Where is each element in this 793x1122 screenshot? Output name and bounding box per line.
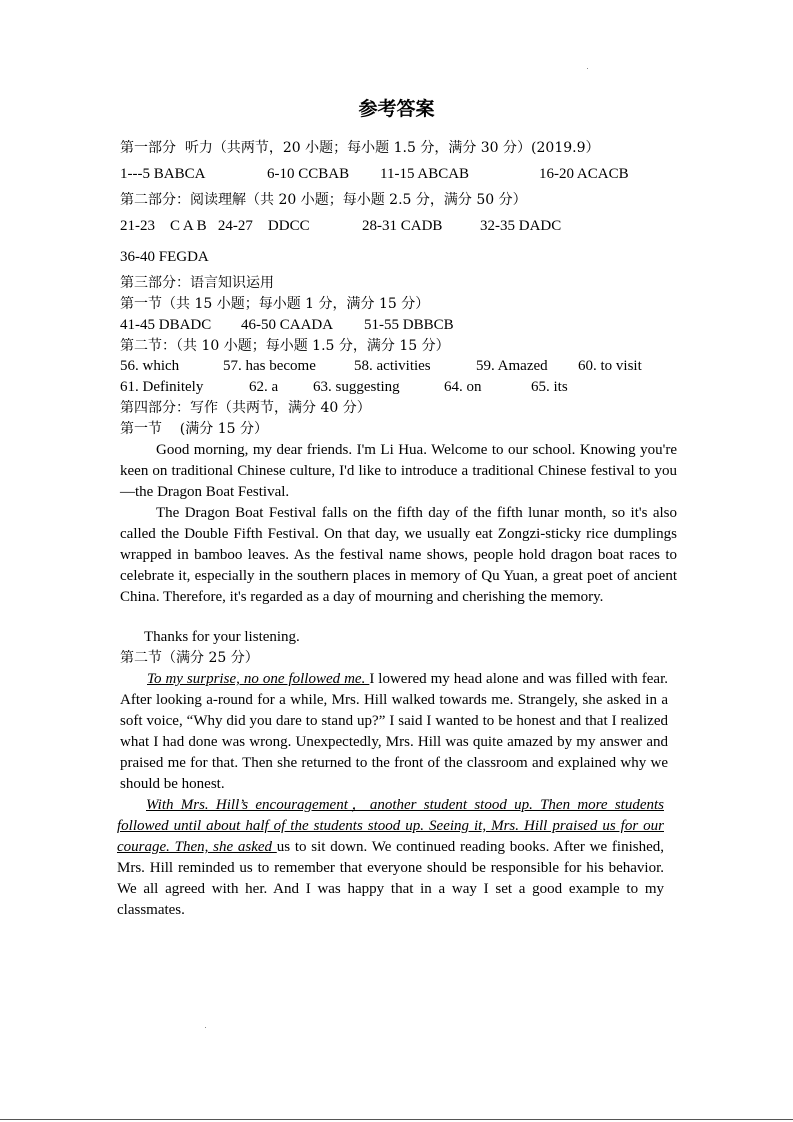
cloze-answer: 59. Amazed xyxy=(476,358,548,374)
part2-header: 第二部分：阅读理解（共 20 小题；每小题 2.5 分，满分 50 分） xyxy=(120,192,527,208)
part4-section1-header: 第一节 (满分 15 分） xyxy=(120,421,268,437)
scan-speck xyxy=(205,1027,206,1028)
part2-answer-row2: 36-40 FEGDA xyxy=(120,249,209,265)
part2-answer: 32-35 DADC xyxy=(480,218,562,234)
part1-answer: 1---5 BABCA xyxy=(120,166,206,182)
cloze-answer: 62. a xyxy=(249,379,279,395)
part2-answer: 21-23 C A B 24-27 DDCC xyxy=(120,218,310,234)
scan-speck xyxy=(587,68,588,69)
part4-section2-header: 第二节（满分 25 分） xyxy=(120,650,259,666)
part3-section1-answer: 46-50 CAADA xyxy=(241,317,334,333)
part3-section1-answer: 41-45 DBADC xyxy=(120,317,212,333)
cloze-answer: 56. which xyxy=(120,358,180,374)
cloze-answer: 65. its xyxy=(531,379,568,395)
page-title: 参考答案 xyxy=(358,98,435,120)
paragraph-text: us to sit down. We continued reading books. After we finished, Mrs. Hill reminded us to remember that everyone should be responsible for his behavior. We all agreed with her. And I was happy that in a way I set a good example to my classmates. xyxy=(117,839,664,918)
essay1-closing: Thanks for your listening. xyxy=(144,629,300,645)
underlined-lead: To my surprise, no one followed me. xyxy=(147,671,370,687)
essay2-paragraph xyxy=(120,669,668,795)
essay1-paragraph: The Dragon Boat Festival falls on the fifth day of the fifth lunar month, so it's also called the Double Fifth Festival. On that day, we usually eat Zongzi-sticky rice dumplings wrapped in bamboo leaves. As the festival name shows, people hold dragon boat races to celebrate it, especially in the southern places in memory of Qu Yuan, a great poet of ancient China. Therefore, it's regarded as a day of mourning and cherishing the memory. xyxy=(120,505,677,605)
part3-section2-header: 第二节：（共 10 小题；每小题 1.5 分，满分 15 分） xyxy=(120,338,450,354)
essay2-paragraph xyxy=(117,795,664,921)
paragraph-text: I lowered my head alone and was filled with fear. After looking a-round for a while, Mrs. Hill walked towards me. Strangely, she asked in a soft voice, “Why did you dare to stand up?” I said I wanted to be honest and that I realized what I had done was wrong. Unexpectedly, Mrs. Hill was quite amazed by my answer and praised me for that. Then she returned to the front of the classroom and explained why we should be honest. xyxy=(120,671,668,792)
part3-header: 第三部分：语言知识运用 xyxy=(120,275,274,291)
part1-answer: 6-10 CCBAB xyxy=(267,166,350,182)
part3-section1-header: 第一节（共 15 小题；每小题 1 分，满分 15 分） xyxy=(120,296,430,312)
part1-header: 第一部分 听力（共两节，20 小题；每小题 1.5 分，满分 30 分）(2019.9） xyxy=(120,140,600,156)
part1-answer: 11-15 ABCAB xyxy=(380,166,470,182)
part3-section1-answer: 51-55 DBBCB xyxy=(364,317,454,333)
cloze-answer: 61. Definitely xyxy=(120,379,204,395)
essay1-paragraph: Good morning, my dear friends. I'm Li Hua. Welcome to our school. Knowing you're keen on traditional Chinese culture, I'd like to introduce a traditional Chinese festival to you—the Dragon Boat Festival. xyxy=(120,442,677,500)
cloze-answer: 64. on xyxy=(444,379,482,395)
cloze-answer: 58. activities xyxy=(354,358,431,374)
cloze-answer: 60. to visit xyxy=(578,358,642,374)
page-edge-rule xyxy=(0,1119,793,1120)
cloze-answer: 57. has become xyxy=(223,358,316,374)
part1-answer: 16-20 ACACB xyxy=(539,166,629,182)
underlined-lead: With Mrs. Hill’s encouragement，another student stood up. Then more students followed until about half of the students stood up. Seeing it, Mrs. Hill praised us for our courage. Then, she asked xyxy=(117,797,664,855)
part4-header: 第四部分：写作（共两节，满分 40 分） xyxy=(120,400,371,416)
part2-answer: 28-31 CADB xyxy=(362,218,443,234)
cloze-answer: 63. suggesting xyxy=(313,379,400,395)
